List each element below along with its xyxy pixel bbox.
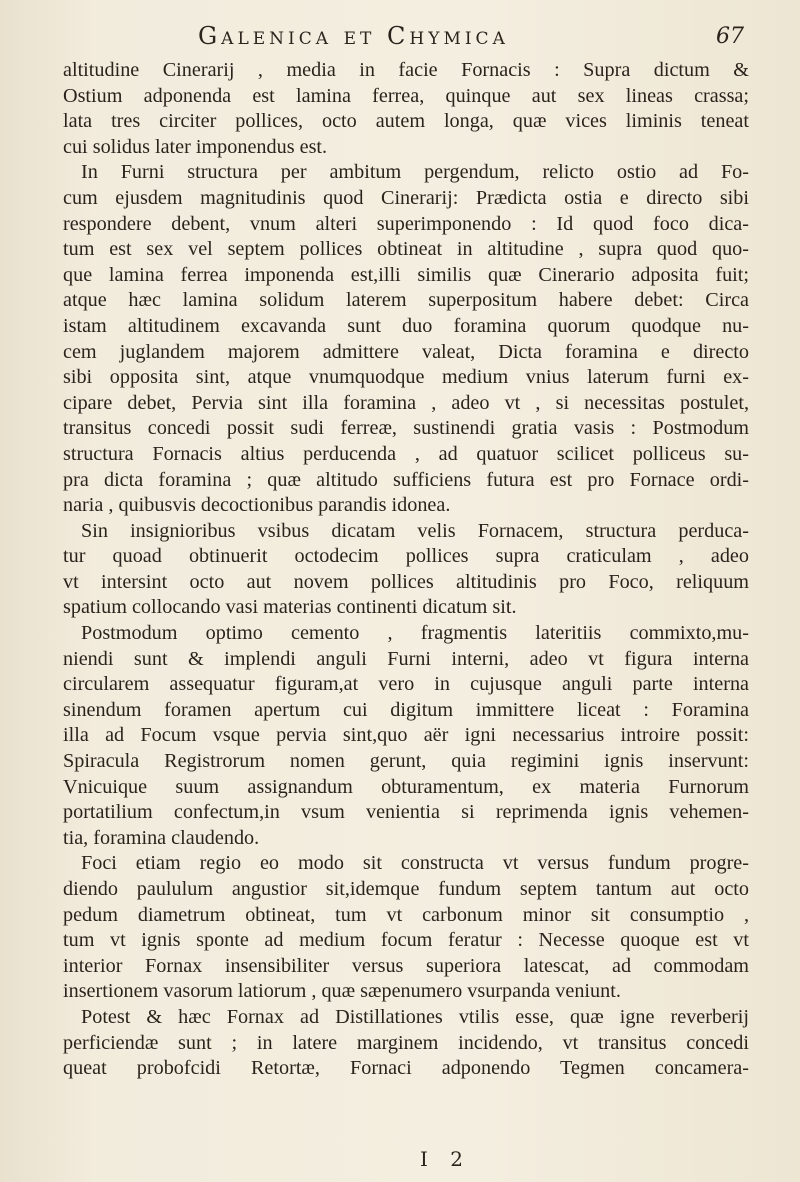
text-line: pedum diametrum obtineat, tum vt carbonum minor sit consumptio , bbox=[63, 903, 749, 926]
text-line: lata tres circiter pollices, octo autem longa, quæ vices liminis teneat bbox=[63, 110, 749, 133]
text-line: cem juglandem majorem admittere valeat, Dicta foramina e directo bbox=[63, 340, 749, 363]
text-line: tum vt ignis sponte ad medium focum feratur : Necesse quoque est vt bbox=[63, 929, 749, 952]
text-line: Spiracula Registrorum nomen gerunt, quia regimini ignis inservunt: bbox=[63, 750, 749, 773]
text-line: niendi sunt & implendi anguli Furni interni, adeo vt figura interna bbox=[63, 647, 749, 670]
text-line: cipare debet, Pervia sint illa foramina , adeo vt , si necessitas postulet, bbox=[63, 391, 749, 414]
printer-signature: I 2 bbox=[420, 1147, 471, 1171]
text-line: cum ejusdem magnitudinis quod Cinerarij: Prædicta ostia e directo sibi bbox=[63, 186, 749, 209]
text-line: tum est sex vel septem pollices obtineat in altitudine , supra quod quo- bbox=[63, 238, 749, 261]
text-line: Sin insignioribus vsibus dicatam velis Fornacem, structura perduca- bbox=[81, 519, 749, 542]
text-line: pra dicta foramina ; quæ altitudo sufficiens futura est pro Fornace ordi- bbox=[63, 468, 749, 491]
text-line: Potest & hæc Fornax ad Distillationes vtilis esse, quæ igne reverberij bbox=[81, 1005, 749, 1028]
text-line: naria , quibusvis decoctionibus parandis idonea. bbox=[63, 494, 451, 517]
text-line: illa ad Focum vsque pervia sint,quo aër igni necessarius introire possit: bbox=[63, 724, 749, 747]
page-number: 67 bbox=[716, 24, 744, 49]
text-line: insertionem vasorum latiorum , quæ sæpenumero vsurpanda veniunt. bbox=[63, 980, 621, 1003]
text-line: transitus concedi possit sudi ferreæ, sustinendi gratia vasis : Postmodum bbox=[63, 417, 749, 440]
text-line: Vnicuique suum assignandum obturamentum, ex materia Furnorum bbox=[63, 775, 749, 798]
text-line: perficiendæ sunt ; in latere marginem incidendo, vt transitus concedi bbox=[63, 1031, 749, 1054]
page-header bbox=[60, 22, 744, 56]
text-line: interior Fornax insensibiliter versus superiora latescat, ad commodam bbox=[63, 954, 749, 977]
text-line: spatium collocando vasi materias continenti dicatum sit. bbox=[63, 596, 517, 619]
text-line: atque hæc lamina solidum laterem superpositum habere debet: Circa bbox=[63, 289, 749, 312]
text-line: sibi opposita sint, atque vnumquodque medium vnius laterum furni ex- bbox=[63, 366, 749, 389]
text-line: diendo paululum angustior sit,idemque fundum septem tantum aut octo bbox=[63, 878, 749, 900]
text-line: In Furni structura per ambitum pergendum, relicto ostio ad Fo- bbox=[81, 161, 749, 184]
text-line: Postmodum optimo cemento , fragmentis lateritiis commixto,mu- bbox=[81, 622, 749, 645]
text-line: structura Fornacis altius perducenda , ad quatuor scilicet polliceus su- bbox=[63, 442, 749, 465]
text-line: Foci etiam regio eo modo sit constructa vt versus fundum progre- bbox=[81, 852, 749, 875]
running-title: Galenica et Chymica bbox=[198, 22, 509, 50]
body-text bbox=[63, 58, 749, 1082]
text-line: Ostium adponenda est lamina ferrea, quinque aut sex lineas crassa; bbox=[63, 84, 749, 107]
text-line: circularem assequatur figuram,at vero in cujusque anguli parte interna bbox=[63, 673, 749, 696]
text-line: sinendum foramen apertum cui digitum immittere liceat : Foramina bbox=[63, 698, 749, 721]
text-line: vt intersint octo aut novem pollices altitudinis pro Foco, reliquum bbox=[63, 570, 749, 593]
text-line: respondere debent, vnum alteri superimponendo : Id quod foco dica- bbox=[63, 212, 749, 235]
text-line: tia, foramina claudendo. bbox=[63, 826, 260, 849]
text-line: que lamina ferrea imponenda est,illi similis quæ Cinerario adposita fuit; bbox=[63, 263, 749, 286]
text-line: portatilium confectum,in vsum venientia si reprimenda ignis vehemen- bbox=[63, 801, 749, 824]
text-line: cui solidus later imponendus est. bbox=[63, 135, 328, 158]
text-line: queat probofcidi Retortæ, Fornaci adponendo Tegmen concamera- bbox=[63, 1057, 749, 1080]
text-line: tur quoad obtinuerit octodecim pollices supra craticulam , adeo bbox=[63, 545, 749, 568]
text-line: istam altitudinem excavanda sunt duo foramina quorum quodque nu- bbox=[63, 314, 749, 337]
text-line: altitudine Cinerarij , media in facie Fornacis : Supra dictum & bbox=[63, 59, 749, 81]
